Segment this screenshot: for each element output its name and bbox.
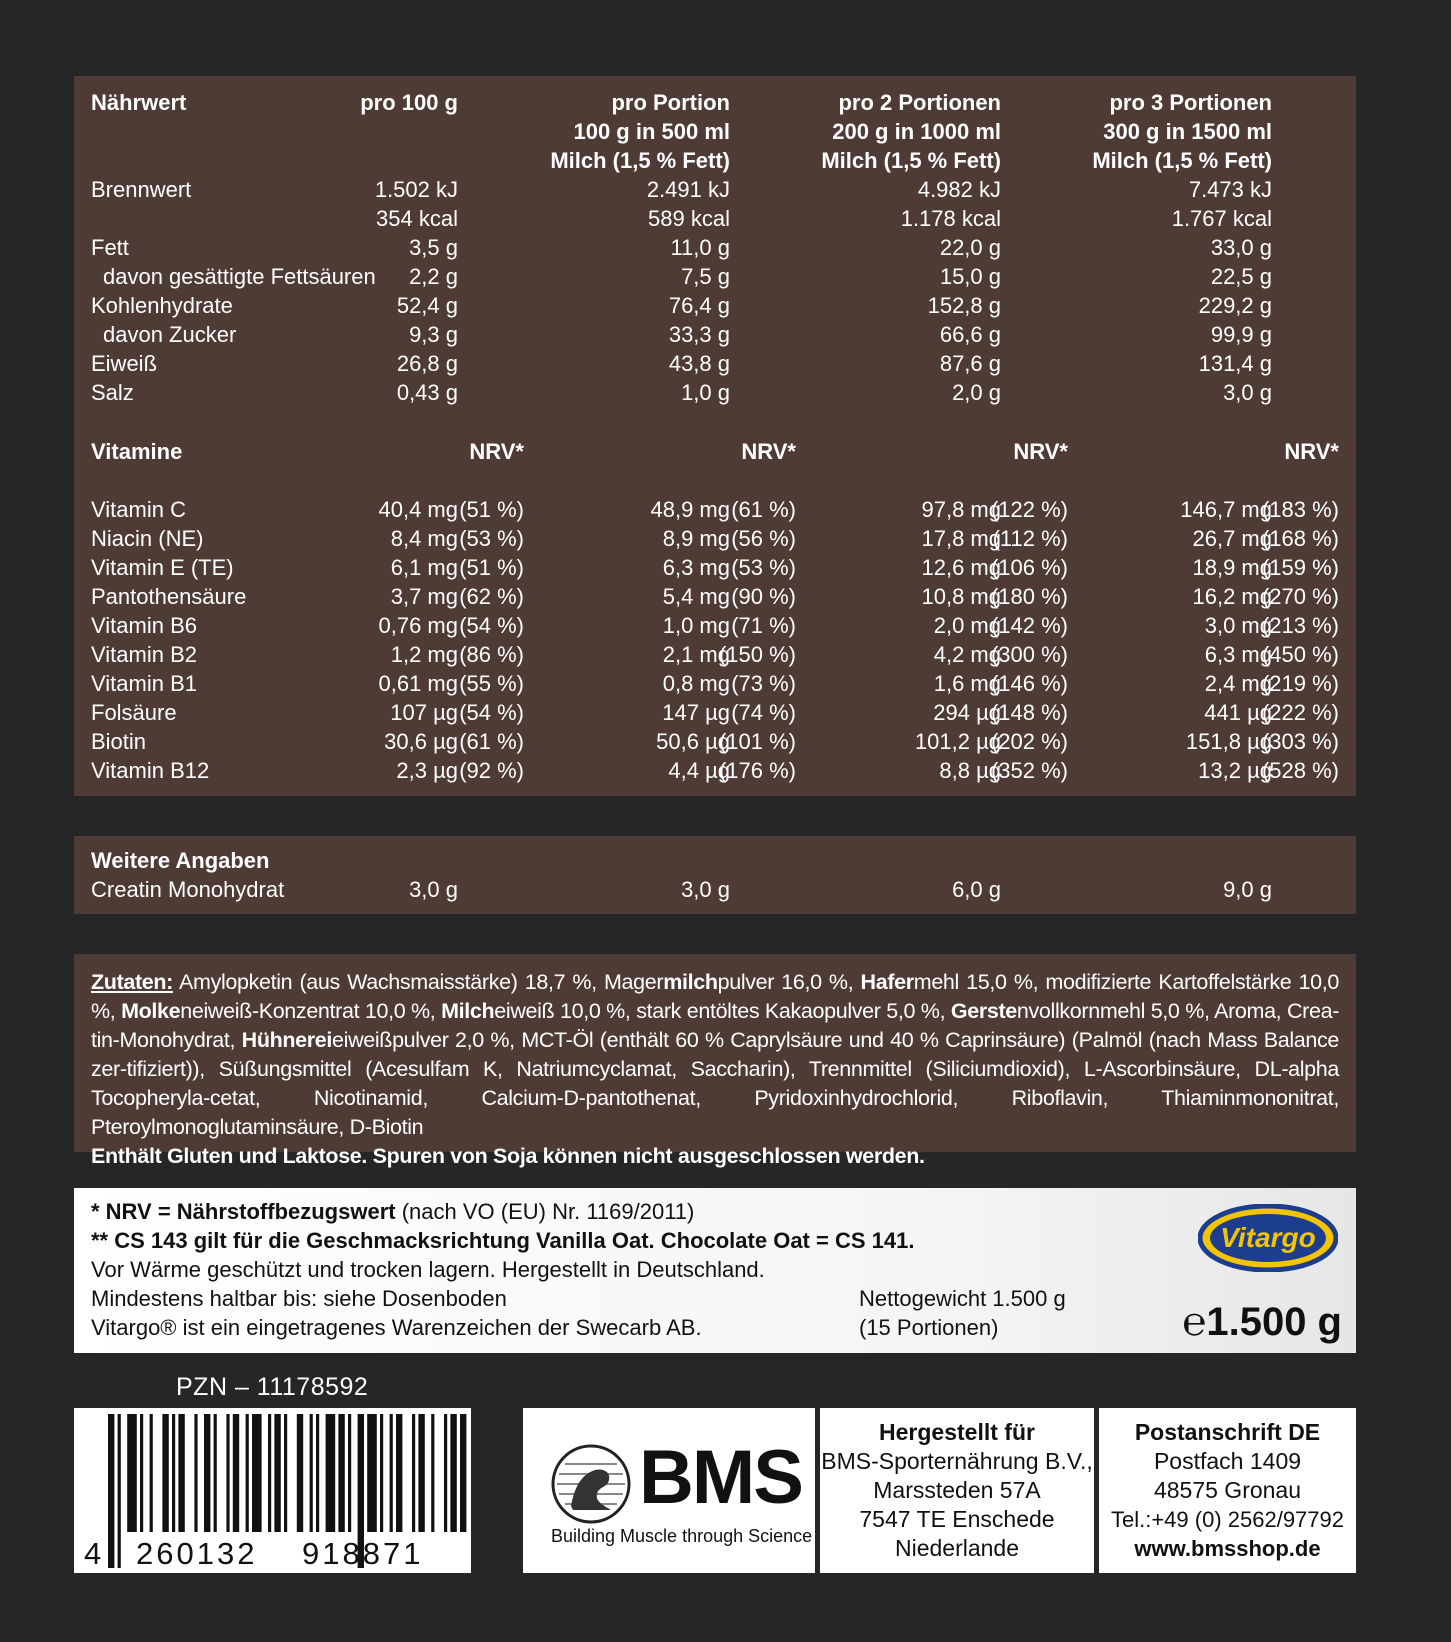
manufacturer-line: Marssteden 57A xyxy=(873,1477,1041,1503)
website-link[interactable]: www.bmsshop.de xyxy=(1134,1536,1321,1561)
ingredient-segment: Hafer xyxy=(860,970,914,994)
cell-nrv: (180 %) xyxy=(990,584,1068,609)
cell-value: 1,2 mg xyxy=(390,642,458,667)
row-label: davon Zucker xyxy=(103,322,237,347)
table-row xyxy=(74,524,1356,553)
cell-value: 151,8 µg xyxy=(1185,729,1272,754)
postal-line: Postfach 1409 xyxy=(1153,1448,1302,1474)
cell-nrv: (62 %) xyxy=(459,584,524,609)
cell-value: 26,7 mg xyxy=(1192,526,1272,551)
row-label: Vitamin B6 xyxy=(91,613,197,638)
barcode-bar xyxy=(460,1414,466,1532)
cell-value: 1,6 mg xyxy=(933,671,1001,696)
cell-value: 52,4 g xyxy=(396,293,458,318)
vitamins-header-row xyxy=(74,437,1356,466)
cell-value: 48,9 mg xyxy=(650,497,730,522)
cell-nrv: (86 %) xyxy=(459,642,524,667)
cell-value: 13,2 µg xyxy=(1198,758,1272,783)
cell-value: 3,0 g xyxy=(681,877,730,902)
manufacturer-box xyxy=(820,1408,1094,1573)
row-label: Niacin (NE) xyxy=(91,526,204,551)
cell-nrv: (159 %) xyxy=(1261,555,1339,580)
storage-note: Vor Wärme geschützt und trocken lagern. Hergestellt in Deutschland. xyxy=(91,1257,765,1282)
cell-value: 18,9 mg xyxy=(1192,555,1272,580)
portions-count: (15 Portionen) xyxy=(859,1315,999,1340)
barcode-bar xyxy=(326,1414,336,1532)
cell-nrv: (53 %) xyxy=(731,555,796,580)
cell-value: 1.502 kJ xyxy=(374,177,458,202)
postal-phone: Tel.:+49 (0) 2562/97792 xyxy=(1110,1507,1344,1532)
cell-nrv: (150 %) xyxy=(718,642,796,667)
cell-value: 9,3 g xyxy=(409,322,458,347)
table-row xyxy=(74,553,1356,582)
row-label: davon gesättigte Fettsäuren xyxy=(103,264,376,289)
barcode-bar xyxy=(444,1414,447,1532)
cell-nrv: (270 %) xyxy=(1261,584,1339,609)
row-label: Vitamin B2 xyxy=(91,642,197,667)
cell-value: 2,4 mg xyxy=(1204,671,1272,696)
table-row xyxy=(74,204,1356,233)
cell-value: 5,4 mg xyxy=(662,584,730,609)
barcode-bar xyxy=(178,1414,184,1532)
row-label: Vitamin B12 xyxy=(91,758,210,783)
ingredients-text xyxy=(91,968,1339,1171)
postal-title: Postanschrift DE xyxy=(1134,1419,1321,1445)
barcode-bar xyxy=(396,1414,402,1532)
cell-nrv: (528 %) xyxy=(1261,758,1339,783)
header-col-2portions-2: 200 g in 1000 ml xyxy=(832,119,1001,144)
cell-value: 0,76 mg xyxy=(378,613,458,638)
barcode-bar xyxy=(367,1414,377,1532)
nutrition-table xyxy=(74,76,1356,796)
header-col-100g: pro 100 g xyxy=(360,90,458,115)
cell-value: 147 µg xyxy=(662,700,730,725)
row-label: Creatin Monohydrat xyxy=(91,877,285,902)
trademark-note: Vitargo® ist ein eingetragenes Warenzeichen der Swecarb AB. xyxy=(91,1315,702,1340)
cell-value: 87,6 g xyxy=(939,351,1001,376)
cell-nrv: (222 %) xyxy=(1261,700,1339,725)
barcode-bar xyxy=(204,1414,210,1532)
cell-nrv: (450 %) xyxy=(1261,642,1339,667)
cell-nrv: (74 %) xyxy=(731,700,796,725)
barcode-bar xyxy=(390,1414,393,1532)
barcode-bar xyxy=(412,1414,415,1532)
cell-value: 3,0 g xyxy=(1223,380,1272,405)
table-row xyxy=(74,669,1356,698)
cell-nrv: (303 %) xyxy=(1261,729,1339,754)
cell-nrv: (148 %) xyxy=(990,700,1068,725)
barcode-bar xyxy=(274,1414,280,1532)
ingredient-segment: neiweiß-Konzentrat 10,0 %, xyxy=(180,999,442,1023)
ingredient-segment: Molke xyxy=(121,999,181,1023)
row-label: Salz xyxy=(91,380,134,405)
bms-tagline: Building Muscle through Science xyxy=(551,1526,813,1546)
cs-note: ** CS 143 gilt für die Geschmacksrichtung Vanilla Oat. Chocolate Oat = CS 141. xyxy=(91,1228,915,1253)
cell-value: 2,3 µg xyxy=(396,758,458,783)
row-label: Brennwert xyxy=(91,177,192,202)
barcode-bar xyxy=(348,1414,351,1532)
cell-value: 33,0 g xyxy=(1210,235,1272,260)
cell-value: 4,4 µg xyxy=(668,758,730,783)
vitargo-logo-text: Vitargo xyxy=(1220,1222,1316,1253)
cell-value: 3,0 g xyxy=(409,877,458,902)
cell-nrv: (168 %) xyxy=(1261,526,1339,551)
barcode-bar xyxy=(246,1414,249,1532)
barcode-bar xyxy=(297,1414,303,1532)
table-row xyxy=(74,875,1356,904)
postal-line: 48575 Gronau xyxy=(1153,1477,1302,1503)
cell-nrv: (106 %) xyxy=(990,555,1068,580)
cell-value: 2,0 mg xyxy=(933,613,1001,638)
cell-value: 22,5 g xyxy=(1210,264,1272,289)
row-label: Vitamin E (TE) xyxy=(91,555,234,580)
cell-value: 3,0 mg xyxy=(1204,613,1272,638)
cell-value: 50,6 µg xyxy=(656,729,730,754)
nrv-header: NRV* xyxy=(741,439,796,464)
cell-value: 2.491 kJ xyxy=(646,177,730,202)
cell-value: 66,6 g xyxy=(939,322,1001,347)
header-col-portion-2: 100 g in 500 ml xyxy=(573,119,730,144)
best-before-note: Mindestens haltbar bis: siehe Dosenboden xyxy=(91,1286,507,1311)
cell-value: 2,0 g xyxy=(952,380,1001,405)
barcode-bar xyxy=(418,1414,424,1532)
barcode-bar xyxy=(214,1414,217,1532)
barcode-bar xyxy=(284,1414,287,1532)
further-header-row xyxy=(74,846,1356,875)
manufacturer-line: BMS-Sporternährung B.V., xyxy=(821,1448,1093,1474)
cell-value: 101,2 µg xyxy=(914,729,1001,754)
cell-value: 0,43 g xyxy=(396,380,458,405)
barcode-bar xyxy=(316,1414,319,1532)
cell-value: 441 µg xyxy=(1204,700,1272,725)
cell-nrv: (73 %) xyxy=(731,671,796,696)
cell-nrv: (54 %) xyxy=(459,700,524,725)
cell-value: 7,5 g xyxy=(681,264,730,289)
estimated-sign-icon: ℮ xyxy=(1182,1300,1207,1344)
ingredient-segment: eiweißpulver 2,0 %, MCT-Öl (enthält 60 % Caprylsäure und 40 % Caprinsäure) (Palmöl (nach Mass Balance zer-tifiziert)), Süßungsmittel (Acesulfam K, Natriumcyclamat, Saccharin), Trennmittel (Siliciumdioxid), L-Ascorbinsäure, DL-alpha Tocopheryla-cetat, Nicotinamid, Calcium-D-pantothenat, Pyridoxinhydrochlorid, Riboflavin, Thiaminmononitrat, Pteroylmonoglutaminsäure, D-Biotin xyxy=(91,1028,1339,1139)
cell-value: 16,2 mg xyxy=(1192,584,1272,609)
cell-value: 12,6 mg xyxy=(921,555,1001,580)
nutrition-header-row xyxy=(74,88,1356,117)
bms-logo-text: BMS xyxy=(639,1435,802,1520)
further-title: Weitere Angaben xyxy=(91,848,270,873)
cell-value: 8,9 mg xyxy=(662,526,730,551)
cell-value: 131,4 g xyxy=(1198,351,1272,376)
cell-value: 354 kcal xyxy=(376,206,458,231)
big-net-weight xyxy=(1182,1300,1342,1345)
barcode-bar xyxy=(172,1414,175,1532)
barcode-digit-first: 4 xyxy=(84,1536,102,1571)
header-col-2portions-1: pro 2 Portionen xyxy=(838,90,1001,115)
cell-value: 97,8 mg xyxy=(921,497,1001,522)
cell-nrv: (183 %) xyxy=(1261,497,1339,522)
cell-nrv: (213 %) xyxy=(1261,613,1339,638)
cell-value: 3,7 mg xyxy=(390,584,458,609)
cell-value: 22,0 g xyxy=(939,235,1001,260)
header-col-portion-3: Milch (1,5 % Fett) xyxy=(550,148,730,173)
barcode-bar xyxy=(140,1414,143,1532)
barcode-bar xyxy=(194,1414,197,1532)
row-label: Vitamin C xyxy=(91,497,186,522)
barcode-bar xyxy=(431,1414,434,1532)
cell-value: 4.982 kJ xyxy=(917,177,1001,202)
table-row xyxy=(74,175,1356,204)
barcode-bar xyxy=(338,1414,344,1532)
cell-value: 10,8 mg xyxy=(921,584,1001,609)
barcode-bar xyxy=(226,1414,229,1532)
info-panel xyxy=(74,1188,1356,1353)
nrv-header: NRV* xyxy=(1013,439,1068,464)
table-row xyxy=(74,349,1356,378)
cell-nrv: (55 %) xyxy=(459,671,524,696)
row-label: Vitamin B1 xyxy=(91,671,197,696)
cell-value: 7.473 kJ xyxy=(1188,177,1272,202)
header-col-portion-1: pro Portion xyxy=(611,90,730,115)
barcode-bar xyxy=(108,1414,114,1568)
cell-value: 26,8 g xyxy=(396,351,458,376)
cell-value: 8,8 µg xyxy=(939,758,1001,783)
header-col-3portions-2: 300 g in 1500 ml xyxy=(1103,119,1272,144)
pzn-number: PZN – 11178592 xyxy=(176,1373,369,1401)
barcode-bar xyxy=(252,1414,262,1532)
cell-value: 9,0 g xyxy=(1223,877,1272,902)
nrv-header: NRV* xyxy=(1284,439,1339,464)
cell-nrv: (112 %) xyxy=(992,526,1068,551)
cell-value: 17,8 mg xyxy=(921,526,1001,551)
cell-value: 152,8 g xyxy=(927,293,1001,318)
cell-nrv: (56 %) xyxy=(731,526,796,551)
cell-nrv: (90 %) xyxy=(731,584,796,609)
table-row xyxy=(74,611,1356,640)
cell-value: 76,4 g xyxy=(668,293,730,318)
cell-value: 3,5 g xyxy=(409,235,458,260)
cell-value: 6,0 g xyxy=(952,877,1001,902)
ingredient-segment: mehl 15,0 %, modifizierte Kartoffelstärke 10,0 %, xyxy=(91,970,1340,1023)
barcode-bar xyxy=(127,1414,137,1532)
cell-value: 6,1 mg xyxy=(390,555,458,580)
manufacturer-line: 7547 TE Enschede xyxy=(859,1506,1055,1532)
table-row xyxy=(74,756,1356,785)
cell-value: 146,7 mg xyxy=(1180,497,1272,522)
cell-nrv: (142 %) xyxy=(990,613,1068,638)
manufacturer-line: Niederlande xyxy=(894,1535,1020,1561)
table-row xyxy=(74,495,1356,524)
cell-nrv: (51 %) xyxy=(459,555,524,580)
ingredient-segment: nvollkornmehl 5,0 %, Aroma, Crea-tin-Monohydrat, xyxy=(91,999,1340,1052)
cell-nrv: (71 %) xyxy=(731,613,796,638)
cell-value: 40,4 mg xyxy=(378,497,458,522)
nrv-header: NRV* xyxy=(469,439,524,464)
further-info-table xyxy=(74,836,1356,914)
ingredient-segment: Gerste xyxy=(950,999,1017,1023)
cell-value: 6,3 mg xyxy=(1204,642,1272,667)
allergen-note: Enthält Gluten und Laktose. Spuren von Soja können nicht ausgeschlossen werden. xyxy=(91,1144,925,1168)
nrv-definition xyxy=(91,1197,694,1226)
barcode-bar xyxy=(150,1414,153,1532)
cell-value: 8,4 mg xyxy=(390,526,458,551)
row-label: Fett xyxy=(91,235,129,260)
cell-nrv: (61 %) xyxy=(731,497,796,522)
barcode-bar xyxy=(118,1414,121,1568)
ingredient-segment: eiweiß 10,0 %, stark entöltes Kakaopulver 5,0 %, xyxy=(494,999,951,1023)
row-label: Pantothensäure xyxy=(91,584,247,609)
bms-emblem-icon xyxy=(549,1444,633,1524)
table-row xyxy=(74,378,1356,407)
nrv-definition-bold: * NRV = Nährstoffbezugswert xyxy=(91,1199,396,1224)
barcode-digits-left: 260132 xyxy=(136,1536,258,1571)
cell-value: 15,0 g xyxy=(939,264,1001,289)
vitargo-logo xyxy=(1198,1204,1338,1272)
table-row xyxy=(74,698,1356,727)
header-col-3portions-1: pro 3 Portionen xyxy=(1109,90,1272,115)
cell-value: 589 kcal xyxy=(648,206,730,231)
row-label: Eiweiß xyxy=(91,351,158,376)
cell-nrv: (54 %) xyxy=(459,613,524,638)
table-row xyxy=(74,640,1356,669)
ingredients-label: Zutaten: xyxy=(91,970,173,994)
manufacturer-title: Hergestellt für xyxy=(879,1419,1035,1445)
ingredient-segment: pulver 16,0 %, xyxy=(717,970,861,994)
cell-value: 33,3 g xyxy=(668,322,730,347)
table-row xyxy=(74,582,1356,611)
ingredients-panel xyxy=(74,954,1356,1168)
cell-value: 1,0 g xyxy=(681,380,730,405)
cell-nrv: (101 %) xyxy=(718,729,796,754)
cell-nrv: (300 %) xyxy=(990,642,1068,667)
cell-value: 30,6 µg xyxy=(384,729,458,754)
cell-value: 0,61 mg xyxy=(378,671,458,696)
nutrition-header-row-3 xyxy=(74,146,1356,175)
ingredient-segment: Amylopketin (aus Wachsmaisstärke) 18,7 %, Mager xyxy=(173,970,664,994)
table-row xyxy=(74,727,1356,756)
cell-value: 1,0 mg xyxy=(662,613,730,638)
barcode-bar xyxy=(233,1414,239,1532)
ingredient-segment: Milch xyxy=(441,999,495,1023)
nrv-definition-rest: (nach VO (EU) Nr. 1169/2011) xyxy=(395,1199,695,1224)
cell-nrv: (202 %) xyxy=(990,729,1068,754)
cell-value: 11,0 g xyxy=(670,235,730,260)
cell-value: 4,2 mg xyxy=(933,642,1001,667)
ingredient-segment: milch xyxy=(663,970,718,994)
cell-value: 229,2 g xyxy=(1198,293,1272,318)
table-row xyxy=(74,233,1356,262)
cell-value: 2,1 mg xyxy=(662,642,730,667)
barcode-bar xyxy=(450,1414,456,1532)
cell-value: 1.178 kcal xyxy=(900,206,1001,231)
cell-nrv: (352 %) xyxy=(990,758,1068,783)
vitamins-title: Vitamine xyxy=(91,439,183,464)
cell-nrv: (122 %) xyxy=(990,497,1068,522)
cell-value: 2,2 g xyxy=(409,264,458,289)
barcode-bar xyxy=(310,1414,313,1532)
big-weight-value: 1.500 g xyxy=(1206,1300,1342,1344)
barcode-bar xyxy=(268,1414,271,1532)
cell-value: 43,8 g xyxy=(668,351,730,376)
postal-address-box xyxy=(1099,1408,1356,1573)
cell-nrv: (176 %) xyxy=(718,758,796,783)
row-label: Biotin xyxy=(91,729,147,754)
table-row xyxy=(74,291,1356,320)
cell-nrv: (53 %) xyxy=(459,526,524,551)
cell-value: 294 µg xyxy=(933,700,1001,725)
nutrition-header-label: Nährwert xyxy=(91,90,187,115)
barcode-bar xyxy=(162,1414,168,1532)
cell-nrv: (61 %) xyxy=(459,729,524,754)
table-row xyxy=(74,262,1356,291)
cell-value: 107 µg xyxy=(390,700,458,725)
table-row xyxy=(74,320,1356,349)
cell-nrv: (146 %) xyxy=(990,671,1068,696)
cell-nrv: (219 %) xyxy=(1261,671,1339,696)
header-col-2portions-3: Milch (1,5 % Fett) xyxy=(821,148,1001,173)
row-label: Folsäure xyxy=(91,700,177,725)
bms-logo-box xyxy=(523,1408,815,1573)
barcode xyxy=(74,1408,471,1573)
barcode-bar xyxy=(380,1414,383,1532)
cell-value: 0,8 mg xyxy=(662,671,730,696)
cell-value: 99,9 g xyxy=(1210,322,1272,347)
header-col-3portions-3: Milch (1,5 % Fett) xyxy=(1092,148,1272,173)
net-weight: Nettogewicht 1.500 g xyxy=(859,1286,1066,1311)
barcode-digits-right: 918871 xyxy=(302,1536,424,1571)
cell-value: 6,3 mg xyxy=(662,555,730,580)
cell-nrv: (51 %) xyxy=(459,497,524,522)
cell-nrv: (92 %) xyxy=(459,758,524,783)
ingredient-segment: Hühnerei xyxy=(241,1028,333,1052)
row-label: Kohlenhydrate xyxy=(91,293,233,318)
nutrition-header-row-2 xyxy=(74,117,1356,146)
cell-value: 1.767 kcal xyxy=(1171,206,1272,231)
